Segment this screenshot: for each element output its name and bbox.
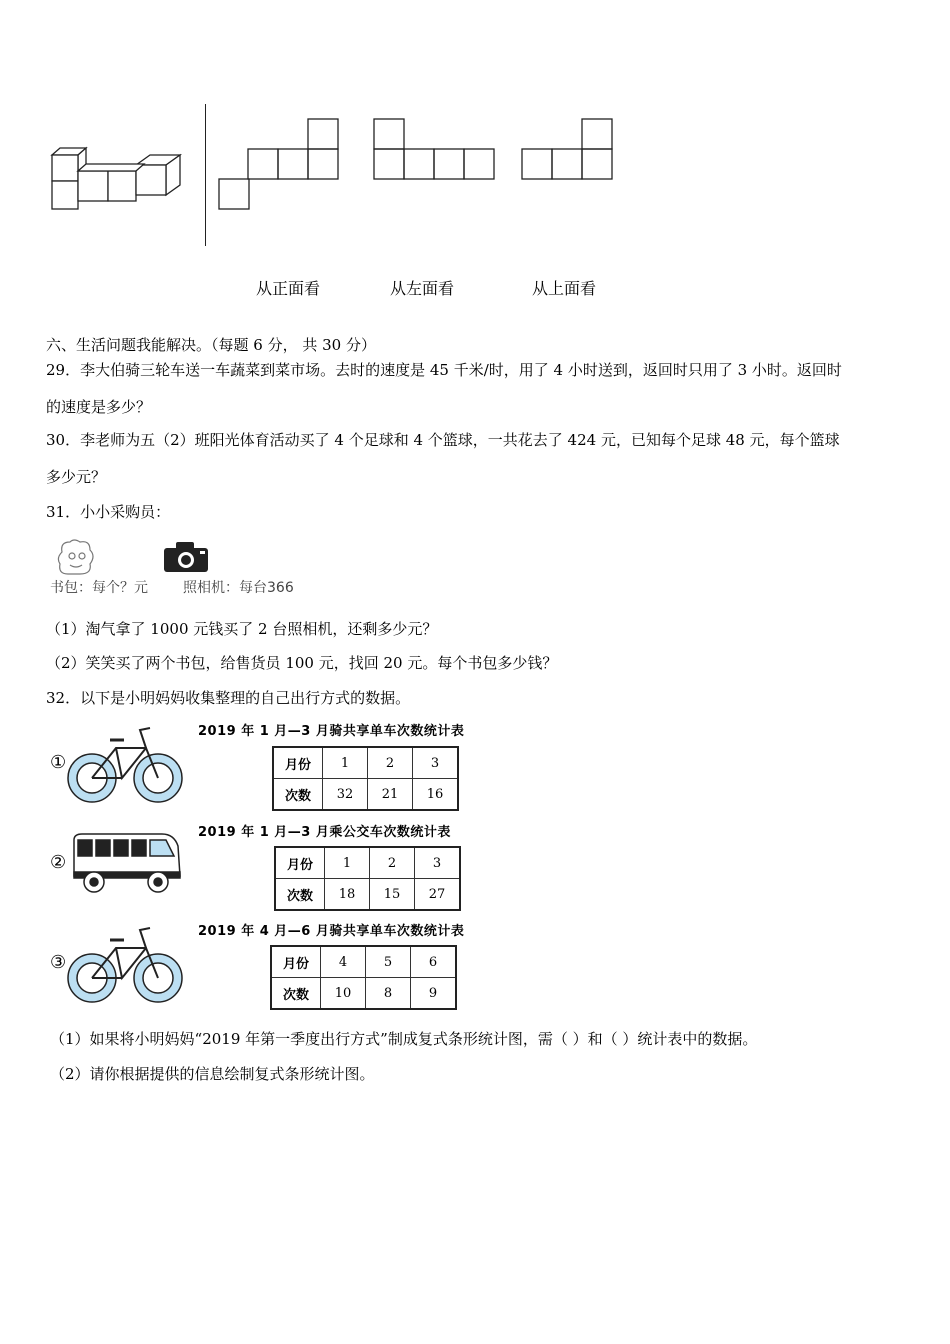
q30-line1: 30．李老师为五（2）班阳光体育活动买了 4 个足球和 4 个篮球，一共花去了 424 元，已知每个足球 48 元，每个篮球 xyxy=(46,431,840,449)
table-header-cell: 月份 xyxy=(273,747,323,779)
table-cell: 27 xyxy=(415,879,461,911)
top-view-label: 从上面看 xyxy=(532,279,597,298)
divider-line xyxy=(205,104,206,246)
table-cell: 5 xyxy=(366,946,411,978)
table-cell: 18 xyxy=(325,879,370,911)
table-header-cell: 月份 xyxy=(275,847,325,879)
q30-line2: 多少元？ xyxy=(46,468,107,486)
table-cell: 6 xyxy=(411,946,457,978)
table3-title: 2019 年 4 月—6 月骑共享单车次数统计表 xyxy=(198,924,465,939)
table-header-cell: 月份 xyxy=(271,946,321,978)
camera-caption: 照相机：每台366 xyxy=(183,580,294,596)
q29-line1: 29．李大伯骑三轮车送一车蔬菜到菜市场。去时的速度是 45 千米/时，用了 4 小时送到，返回时只用了 3 小时。返回时 xyxy=(46,361,842,379)
table-row xyxy=(275,847,460,879)
section-title: 六、生活问题我能解决。（每题 6 分， 共 30 分） xyxy=(46,336,376,354)
table-cell: 1 xyxy=(323,747,368,779)
camera-icon xyxy=(162,540,210,574)
table-cell: 10 xyxy=(321,978,366,1010)
bus-icon xyxy=(70,832,184,896)
front-view-diagram xyxy=(218,117,342,211)
table-cell: 9 xyxy=(411,978,457,1010)
table-row xyxy=(271,946,456,978)
marker-2: ② xyxy=(50,852,67,873)
schoolbag-icon xyxy=(52,538,100,578)
table-cell: 1 xyxy=(325,847,370,879)
q31-sub1: （1）淘气拿了 1000 元钱买了 2 台照相机，还剩多少元？ xyxy=(46,620,438,638)
table-cell: 4 xyxy=(321,946,366,978)
q32-sub2: （2）请你根据提供的信息绘制复式条形统计图。 xyxy=(50,1065,375,1083)
table-cell: 15 xyxy=(370,879,415,911)
top-view-diagram xyxy=(520,117,616,181)
table2 xyxy=(274,846,461,911)
marker-3: ③ xyxy=(50,952,67,973)
table-cell: 8 xyxy=(366,978,411,1010)
q31-title: 31．小小采购员： xyxy=(46,503,171,521)
q29-line2: 的速度是多少？ xyxy=(46,398,152,416)
table-row xyxy=(271,978,456,1010)
q32-title: 32．以下是小明妈妈收集整理的自己出行方式的数据。 xyxy=(46,689,411,707)
left-view-diagram xyxy=(372,117,498,181)
table-cell: 3 xyxy=(415,847,461,879)
table1-title: 2019 年 1 月—3 月骑共享单车次数统计表 xyxy=(198,724,465,739)
table-cell: 3 xyxy=(413,747,459,779)
table2-title: 2019 年 1 月—3 月乘公交车次数统计表 xyxy=(198,825,451,840)
table-header-cell: 次数 xyxy=(275,879,325,911)
table-row xyxy=(273,747,458,779)
table-header-cell: 次数 xyxy=(273,779,323,811)
table-cell: 2 xyxy=(370,847,415,879)
table3 xyxy=(270,945,457,1010)
table-row xyxy=(273,779,458,811)
q31-sub2: （2）笑笑买了两个书包，给售货员 100 元，找回 20 元。每个书包多少钱？ xyxy=(46,654,558,672)
cube-figure xyxy=(40,140,190,220)
table1 xyxy=(272,746,459,811)
table-cell: 2 xyxy=(368,747,413,779)
bicycle-icon xyxy=(66,722,186,806)
table-row xyxy=(275,879,460,911)
bicycle-icon xyxy=(66,922,186,1006)
marker-1: ① xyxy=(50,752,67,773)
q32-sub1: （1）如果将小明妈妈“2019 年第一季度出行方式”制成复式条形统计图，需（ ）和（ ）统计表中的数据。 xyxy=(50,1030,758,1048)
left-view-label: 从左面看 xyxy=(390,279,455,298)
table-cell: 21 xyxy=(368,779,413,811)
table-header-cell: 次数 xyxy=(271,978,321,1010)
bag-caption: 书包：每个？元 xyxy=(50,580,148,596)
table-cell: 32 xyxy=(323,779,368,811)
front-view-label: 从正面看 xyxy=(256,279,321,298)
table-cell: 16 xyxy=(413,779,459,811)
